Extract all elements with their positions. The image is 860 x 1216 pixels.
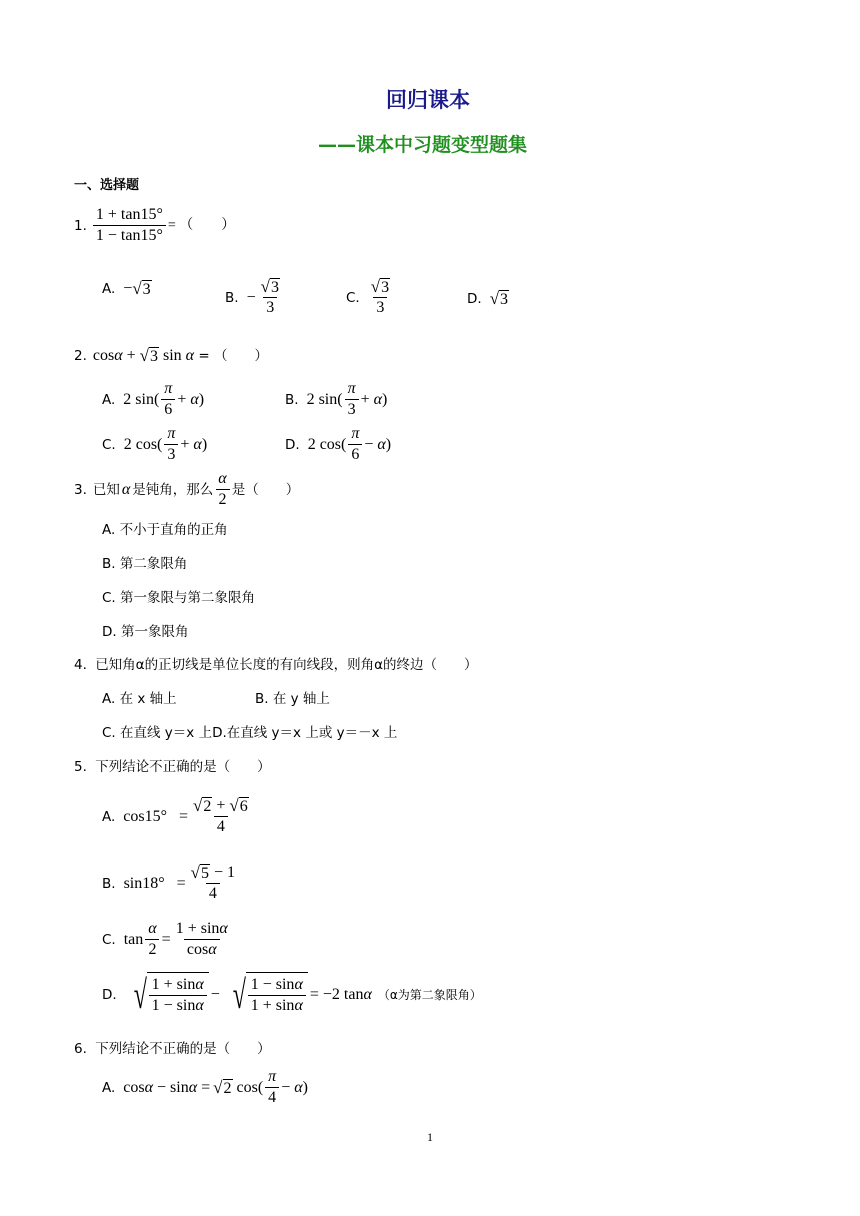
question-2: 2. cos α + √ 3 sin α = （ ） (74, 346, 268, 365)
option-b: B. sin18° = √ 5 − 1 4 (102, 864, 240, 903)
option-letter: B. (102, 875, 116, 892)
pi: π (167, 425, 176, 442)
fraction: $\frac{1 + \sin\alpha}{\cos\alpha}$ (175, 920, 228, 958)
option-d: D. 第一象限角 (102, 624, 189, 640)
section-heading: 一、选择题 (74, 178, 140, 193)
option-a: A. − √ 3 (102, 279, 151, 298)
option-c: C. 在直线 y＝x 上D.在直线 y＝x 上或 y＝－x 上 (102, 725, 398, 741)
fraction-denominator: 3 (345, 399, 359, 419)
option-c: C. 第一象限与第二象限角 (102, 590, 256, 606)
fraction-denominator: 3 (263, 297, 277, 317)
option-letter: A. (102, 281, 116, 297)
question-number: 6. (74, 1041, 87, 1057)
radicand: 3 (150, 348, 158, 365)
option-b: B. − √ 3 3 (225, 278, 285, 317)
option-a: A. 2 sin( $\frac{\pi}{6}$ + α) (102, 380, 205, 418)
question-text: 是（ ） (231, 481, 300, 498)
pi: π (347, 380, 356, 397)
option-a: A. 在 x 轴上 (102, 691, 177, 707)
question-text: 下列结论不正确的是（ ） (95, 759, 271, 775)
option-note: （α为第二象限角） (377, 988, 482, 1002)
math-plus: + (122, 347, 140, 364)
fraction (164, 425, 178, 464)
fraction-denominator: 3 (164, 444, 178, 464)
sqrt: √ 3 (139, 346, 158, 365)
option-a: A. cosα − sinα = √ 2 cos( $\frac{\pi}{4}$ − α) (102, 1068, 308, 1106)
question-number: 5. (74, 759, 87, 775)
fraction-denominator: 6 (348, 444, 362, 464)
fraction-denominator: 2 (216, 489, 230, 509)
fraction: √ 3 3 (370, 277, 390, 317)
pi: π (351, 425, 360, 442)
radicand: 3 (142, 281, 151, 298)
option-d: D. 2 cos( $\frac{\pi}{6}$ − α) (285, 425, 392, 463)
fraction-denominator: 3 (373, 297, 387, 317)
radicand: 3 (270, 279, 279, 297)
option-letter: C. (102, 931, 116, 948)
option-letter: D. (102, 987, 117, 1003)
option-b: B. 2 sin( $\frac{\pi}{3}$ + α) (285, 380, 388, 418)
question-tail: = （ ） (194, 348, 268, 364)
sqrt: √ $\frac{1 - \sin\alpha}{1 + \sin\alpha}$ (230, 972, 308, 1018)
question-5 (74, 758, 271, 776)
question-text: 已知 (92, 481, 120, 498)
math-sin: sin (159, 347, 182, 364)
question-4 (74, 656, 478, 674)
question-tail: = （ ） (167, 217, 236, 233)
question-number: 3. (74, 481, 87, 498)
question-number: 1. (74, 217, 87, 234)
option-d: D. √ $\frac{1 + \sin\alpha}{1 - \sin\alpha}$ − √ $\frac{1 - \sin\alpha}{1 + \sin\alpha}$ = −2 tanα （α为第二象限角） (102, 972, 482, 1017)
sqrt: √ 3 (132, 279, 151, 298)
option-c (346, 278, 395, 317)
page-title: 回归课本 (386, 88, 470, 112)
question-3: 3. 已知 α 是钝角，那么 $\frac{\alpha}{2}$ 是（ ） (74, 470, 300, 508)
option-letter: C. (102, 436, 116, 453)
option-letter: C. (346, 289, 360, 306)
option-letter: A. (102, 1079, 116, 1096)
fraction: $\frac{\alpha}{2}$ (215, 470, 229, 509)
sqrt: √ 3 (489, 289, 509, 308)
math-cos: cos (92, 347, 115, 364)
question-number: 2. (74, 348, 87, 364)
pi: π (164, 380, 173, 397)
option-letter: B. (225, 289, 239, 306)
page-number: 1 (427, 1130, 433, 1144)
radicand: 3 (500, 291, 509, 308)
question-text: 已知角α的正切线是单位长度的有向线段，则角α的终边（ ） (95, 657, 478, 673)
question-number: 4. (74, 657, 87, 673)
fraction-denominator: 1 − tan15° (93, 225, 166, 245)
option-c: C. 2 cos( $\frac{\pi}{3}$ + α) (102, 425, 208, 463)
option-letter: D. (285, 436, 300, 453)
question-text: 下列结论不正确的是（ ） (95, 1041, 271, 1057)
fraction (161, 380, 175, 419)
option-letter: D. (467, 291, 482, 307)
fraction-denominator: 6 (161, 399, 175, 419)
page-subtitle: ——课本中习题变型题集 (318, 134, 528, 156)
fraction (93, 206, 166, 245)
fraction: √ 3 3 (260, 277, 279, 317)
option-c: C. tan $\frac{\alpha}{2}$ = $\frac{1 + \sin\alpha}{\cos\alpha}$ (102, 920, 233, 959)
option-b: B. 第二象限角 (102, 556, 188, 572)
fraction (348, 425, 362, 464)
fraction: $\frac{\alpha}{2}$ (145, 920, 159, 959)
fraction-numerator: 1 + tan15° (95, 206, 163, 223)
option-a: A. 不小于直角的正角 (102, 522, 228, 538)
fraction: √ 2 + √ 6 4 (193, 796, 248, 836)
radicand: 3 (381, 279, 390, 297)
fraction: $\frac{\pi}{4}$ (265, 1068, 279, 1107)
option-letter: A. (102, 808, 116, 825)
sqrt: √ 2 (213, 1077, 232, 1097)
fraction (345, 380, 359, 419)
sqrt: √ $\frac{1 + \sin\alpha}{1 - \sin\alpha}$ (131, 972, 209, 1018)
fraction: √ 5 − 1 4 (190, 863, 236, 903)
question-1 (74, 206, 235, 245)
question-text: 是钝角，那么 (132, 481, 214, 498)
option-letter: A. (102, 391, 116, 408)
option-letter: B. (285, 391, 299, 408)
question-6 (74, 1040, 271, 1058)
option-a: A. cos15° = √ 2 + √ 6 4 (102, 797, 254, 836)
option-b: B. 在 y 轴上 (255, 691, 330, 707)
option-d (467, 290, 509, 308)
